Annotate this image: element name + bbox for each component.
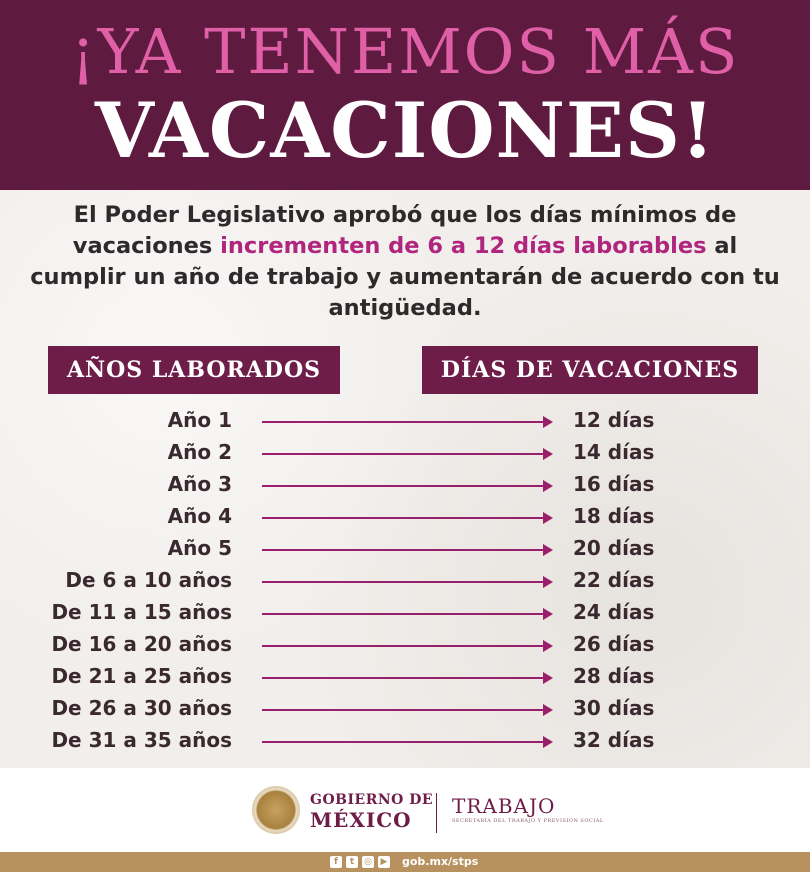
arrow-icon [262, 453, 544, 455]
days-label: 12 días [573, 408, 655, 432]
years-label: De 16 a 20 años [51, 632, 232, 656]
years-label: De 6 a 10 años [65, 568, 232, 592]
vacation-table [0, 405, 810, 757]
table-row [0, 693, 810, 725]
table-row [0, 533, 810, 565]
gob-line-1: GOBIERNO DE [310, 792, 434, 808]
table-row [0, 661, 810, 693]
youtube-icon[interactable]: ▶ [378, 856, 390, 868]
instagram-icon[interactable]: ◎ [362, 856, 374, 868]
arrow-icon [262, 549, 544, 551]
arrow-icon [262, 645, 544, 647]
days-label: 28 días [573, 664, 655, 688]
years-label: De 21 a 25 años [51, 664, 232, 688]
years-label: Año 1 [167, 408, 232, 432]
table-row [0, 629, 810, 661]
arrow-icon [262, 517, 544, 519]
gobierno-de-mexico-logo [310, 792, 433, 832]
title-line-1: ¡YA TENEMOS MÁS [70, 15, 740, 88]
intro-part-1: El Poder Legislativo aprobó que los días mínimos de vacaciones [72, 202, 737, 259]
days-label: 30 días [573, 696, 655, 720]
years-label: De 11 a 15 años [51, 600, 232, 624]
dept-subtitle: SECRETARÍA DEL TRABAJO Y PREVISIÓN SOCIAL [452, 818, 604, 824]
years-label: De 26 a 30 años [51, 696, 232, 720]
intro-text [30, 200, 780, 324]
years-label: Año 5 [167, 536, 232, 560]
vacation-days-header: DÍAS DE VACACIONES [422, 346, 758, 394]
days-label: 26 días [573, 632, 655, 656]
intro-part-2: al cumplir un año de trabajo y aumentarán de acuerdo con tu antigüedad. [30, 233, 780, 321]
years-label: Año 3 [167, 472, 232, 496]
table-row [0, 405, 810, 437]
twitter-icon[interactable]: t [346, 856, 358, 868]
facebook-icon[interactable]: f [330, 856, 342, 868]
days-label: 16 días [573, 472, 655, 496]
arrow-icon [262, 581, 544, 583]
days-label: 24 días [573, 600, 655, 624]
years-label: Año 4 [167, 504, 232, 528]
days-label: 14 días [573, 440, 655, 464]
years-worked-header: AÑOS LABORADOS [48, 346, 340, 394]
arrow-icon [262, 709, 544, 711]
table-row [0, 565, 810, 597]
logo-divider [436, 793, 437, 833]
table-row [0, 501, 810, 533]
days-label: 22 días [573, 568, 655, 592]
website-link[interactable]: gob.mx/stps [402, 855, 479, 868]
table-row [0, 725, 810, 757]
days-label: 20 días [573, 536, 655, 560]
days-label: 18 días [573, 504, 655, 528]
years-label: Año 2 [167, 440, 232, 464]
arrow-icon [262, 485, 544, 487]
title-line-2: VACACIONES! [94, 86, 716, 175]
years-label: De 31 a 35 años [51, 728, 232, 752]
national-seal-icon [252, 786, 300, 834]
table-row [0, 437, 810, 469]
table-row [0, 469, 810, 501]
intro-highlight: incrementen de 6 a 12 días laborables [220, 233, 707, 259]
arrow-icon [262, 741, 544, 743]
arrow-icon [262, 421, 544, 423]
arrow-icon [262, 677, 544, 679]
trabajo-logo [452, 794, 604, 824]
table-row [0, 597, 810, 629]
dept-name: TRABAJO [452, 794, 556, 818]
arrow-icon [262, 613, 544, 615]
social-links [330, 855, 478, 868]
days-label: 32 días [573, 728, 655, 752]
gob-line-2: MÉXICO [310, 808, 412, 832]
